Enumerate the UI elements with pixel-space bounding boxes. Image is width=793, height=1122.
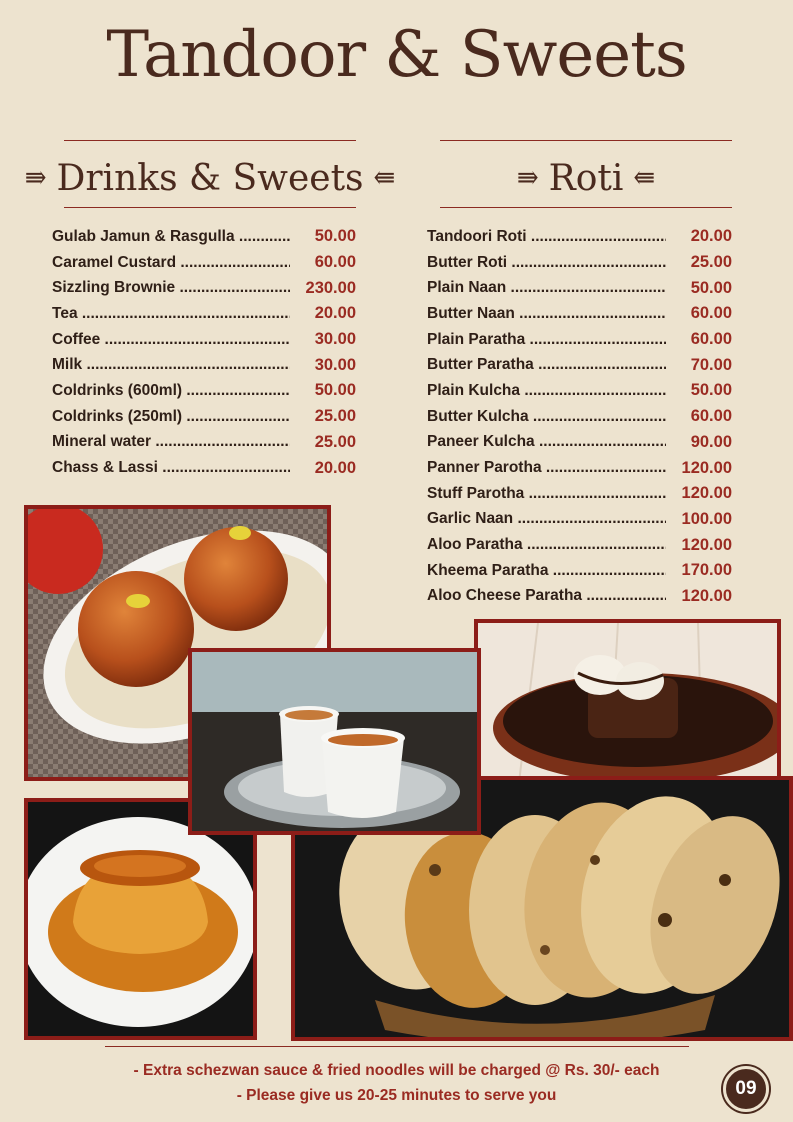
list-item: Butter Roti ..... 25.00 [427, 250, 732, 276]
list-item: Coffee ..... 30.00 [52, 327, 356, 353]
list-item: Caramel Custard ..... 60.00 [52, 250, 356, 276]
divider [440, 140, 732, 141]
list-item: Milk ..... 30.00 [52, 352, 356, 378]
section-title: Roti [548, 157, 624, 199]
list-item: Mineral water ..... 25.00 [52, 430, 356, 456]
flourish-left-icon: ⇛ [24, 163, 47, 193]
list-item: Tea ..... 20.00 [52, 301, 356, 327]
list-item: Coldrinks (600ml) ..... 50.00 [52, 378, 356, 404]
page-number-badge: 09 [723, 1066, 769, 1112]
section-heading-roti [440, 148, 732, 208]
list-item: Aloo Paratha ..... 120.00 [427, 532, 732, 558]
list-item: Stuff Parotha ..... 120.00 [427, 481, 732, 507]
list-item: Plain Paratha ..... 60.00 [427, 327, 732, 353]
list-item: Butter Naan ..... 60.00 [427, 301, 732, 327]
list-item: Panner Parotha ..... 120.00 [427, 455, 732, 481]
list-item: Garlic Naan ..... 100.00 [427, 507, 732, 533]
list-item: Butter Kulcha ..... 60.00 [427, 404, 732, 430]
menu-list-roti [427, 224, 732, 609]
footer-divider [105, 1046, 689, 1047]
list-item: Chass & Lassi ..... 20.00 [52, 455, 356, 481]
list-item: Sizzling Brownie ..... 230.00 [52, 275, 356, 301]
flourish-right-icon: ⇚ [633, 163, 656, 193]
section-title: Drinks & Sweets [56, 157, 364, 199]
list-item: Gulab Jamun & Rasgulla ..... 50.00 [52, 224, 356, 250]
menu-list-drinks [52, 224, 356, 481]
divider [64, 140, 356, 141]
tea-photo [188, 648, 481, 835]
page-title: Tandoor & Sweets [106, 18, 687, 92]
custard-image [28, 802, 253, 1036]
divider [440, 207, 732, 208]
list-item: Plain Naan ..... 50.00 [427, 275, 732, 301]
list-item: Tandoori Roti ..... 20.00 [427, 224, 732, 250]
footer-note-sauce: - Extra schezwan sauce & fried noodles will be charged @ Rs. 30/- each [133, 1062, 660, 1079]
list-item: Aloo Cheese Paratha ..... 120.00 [427, 584, 732, 610]
list-item: Paneer Kulcha ..... 90.00 [427, 430, 732, 456]
brownie-image [478, 623, 777, 791]
list-item: Kheema Paratha ..... 170.00 [427, 558, 732, 584]
footer-note-wait-time: - Please give us 20-25 minutes to serve you [236, 1087, 557, 1104]
sizzling-brownie-photo [474, 619, 781, 795]
tea-image [192, 652, 477, 831]
list-item: Butter Paratha ..... 70.00 [427, 352, 732, 378]
flourish-right-icon: ⇚ [373, 163, 396, 193]
section-heading-drinks [20, 148, 400, 208]
divider [64, 207, 356, 208]
list-item: Coldrinks (250ml) ..... 25.00 [52, 404, 356, 430]
list-item: Plain Kulcha ..... 50.00 [427, 378, 732, 404]
flourish-left-icon: ⇛ [516, 163, 539, 193]
